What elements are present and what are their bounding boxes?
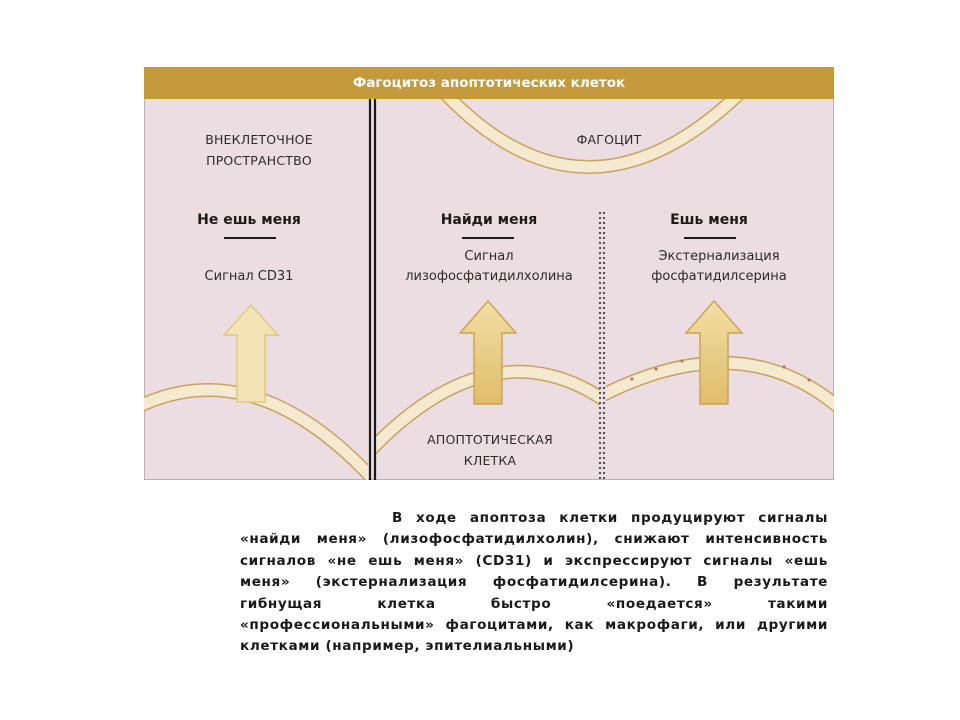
figure	[144, 67, 834, 480]
apoptotic-cell-label-line-2: КЛЕТКА	[463, 453, 517, 468]
phagocyte-label: ФАГОЦИТ	[576, 132, 642, 147]
panel-2-signal-line-1: Сигнал	[464, 249, 514, 264]
panel-3-signal	[614, 247, 824, 287]
panel-2-heading: Найди меня	[440, 212, 538, 228]
figure-title: Фагоцитоз апоптотических клеток	[352, 75, 626, 91]
panel-2-signal	[384, 247, 594, 287]
caption-text: В ходе апоптоза клетки продуцируют сигналы «найди меня» (лизофосфатидилхолин), снижают интенсивность сигналов «не ешь меня» (CD31) и экспрессируют сигналы «ешь меня» (экстернализация фосфатидилсерина). В результате гибнущая клетка быстро «поедается» такими «профессиональными» фагоцитами, как макрофаги, или другими клетками (например, эпителиальными)	[240, 510, 828, 655]
panel-1-signal	[154, 267, 344, 287]
panel-1-signal-line-1: Сигнал CD31	[204, 269, 294, 284]
panel-1-heading: Не ешь меня	[197, 212, 301, 228]
extracellular-label-line-1: ВНЕКЛЕТОЧНОЕ	[205, 132, 313, 147]
figure-caption	[240, 508, 828, 658]
panel-2-signal-line-2: лизофосфатидилхолина	[405, 269, 573, 284]
panel-3-signal-line-1: Экстернализация	[658, 249, 780, 264]
extracellular-label-line-2: ПРОСТРАНСТВО	[206, 153, 312, 168]
heading-underline	[684, 237, 736, 239]
panel-3-heading: Ешь меня	[670, 212, 748, 228]
extracellular-space-label	[164, 129, 354, 171]
apoptotic-cell-label-line-1: АПОПТОТИЧЕСКАЯ	[427, 432, 553, 447]
heading-underline	[224, 237, 276, 239]
panel-3-signal-line-2: фосфатидилсерина	[651, 269, 787, 284]
apoptotic-cell-label	[400, 429, 580, 471]
heading-underline	[462, 237, 514, 239]
